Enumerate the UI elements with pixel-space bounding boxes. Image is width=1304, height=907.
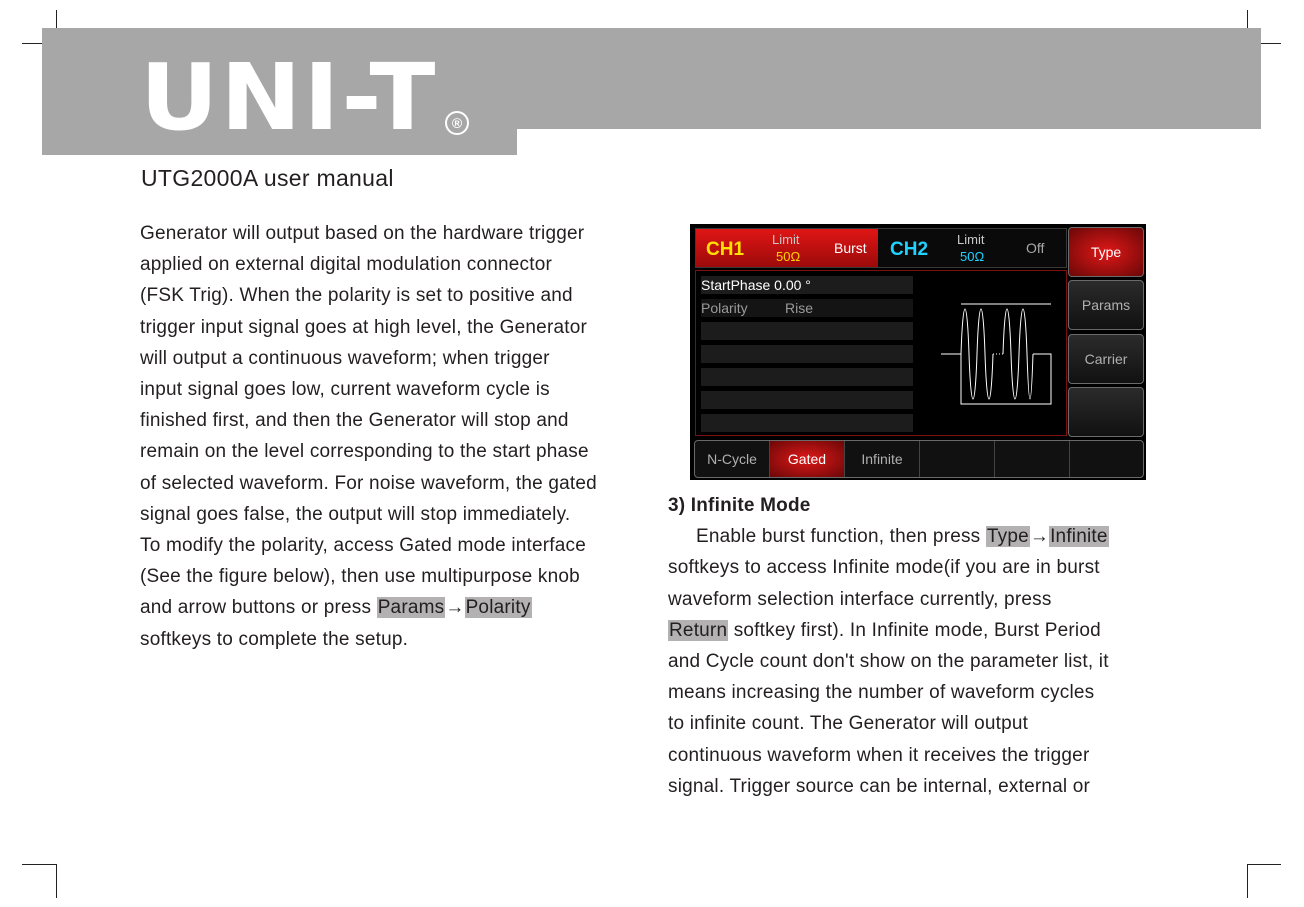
document-title: UTG2000A user manual — [141, 165, 394, 191]
softkey-blank[interactable] — [1068, 387, 1144, 437]
text-line: finished first, and then the Generator will stop and — [140, 410, 569, 432]
text-line: means increasing the number of waveform cycles — [668, 682, 1095, 704]
text-line: continuous waveform when it receives the trigger — [668, 744, 1090, 766]
key-return: Return — [669, 619, 728, 641]
text-line: signal. Trigger source can be internal, external or — [668, 775, 1091, 797]
bottom-key-blank[interactable] — [920, 441, 995, 477]
param-startphase: StartPhase 0.00 ° — [701, 277, 811, 293]
section-heading: 3) Infinite Mode — [668, 495, 811, 516]
param-row-empty — [701, 368, 913, 386]
param-row-empty — [701, 322, 913, 340]
softkey-carrier[interactable]: Carrier — [1068, 334, 1144, 384]
text-fragment: softkey first). In Infinite mode, Burst Period — [728, 619, 1101, 641]
bottom-key-infinite[interactable]: Infinite — [845, 441, 920, 477]
device-screen — [690, 224, 1146, 480]
text-line: softkeys to access Infinite mode(if you are in burst — [668, 557, 1100, 579]
ch2-label[interactable]: CH2 — [890, 239, 929, 260]
param-row-empty — [701, 345, 913, 363]
param-polarity-label: Polarity — [701, 300, 748, 316]
text-line — [668, 521, 1109, 552]
crop-mark — [1247, 864, 1248, 898]
text-line: and Cycle count don't show on the parameter list, it — [668, 651, 1109, 673]
arrow-glyph: → — [1029, 526, 1050, 548]
ch1-impedance: 50Ω — [776, 249, 801, 264]
text-line: (See the figure below), then use multipurpose knob — [140, 566, 580, 588]
softkey-type[interactable]: Type — [1068, 227, 1144, 277]
text-line: trigger input signal goes at high level, the Generator — [140, 316, 588, 338]
param-row-empty — [701, 391, 913, 409]
ch2-impedance: 50Ω — [960, 249, 985, 264]
param-row-empty — [701, 414, 913, 432]
text-line: (FSK Trig). When the polarity is set to positive and — [140, 285, 573, 307]
left-column-text — [140, 218, 597, 655]
key-type: Type — [986, 526, 1029, 548]
crop-mark — [56, 864, 57, 898]
arrow-glyph: → — [445, 597, 465, 619]
channel-bar — [695, 228, 1067, 268]
ch1-label: CH1 — [706, 239, 745, 260]
brand-logo: UNI-T — [140, 44, 438, 151]
text-line: of selected waveform. For noise waveform, the gated — [140, 472, 597, 494]
bottom-key-blank[interactable] — [995, 441, 1070, 477]
waveform-preview — [921, 274, 1065, 432]
text-line — [140, 592, 597, 623]
text-fragment: and arrow buttons or press — [140, 597, 377, 619]
text-line: softkeys to complete the setup. — [140, 628, 409, 650]
text-line: To modify the polarity, access Gated mode interface — [140, 535, 587, 557]
text-line: waveform selection interface currently, press — [668, 588, 1052, 610]
ch1-panel[interactable] — [696, 229, 878, 267]
key-polarity: Polarity — [465, 597, 531, 619]
parameter-panel — [695, 270, 1067, 436]
text-line: input signal goes low, current waveform cycle is — [140, 379, 550, 401]
text-line: applied on external digital modulation connector — [140, 254, 553, 276]
text-line: to infinite count. The Generator will output — [668, 713, 1029, 735]
text-fragment: Enable burst function, then press — [696, 526, 986, 548]
text-line: Generator will output based on the hardware trigger — [140, 223, 585, 244]
param-row-polarity[interactable] — [701, 299, 913, 317]
ch1-limit-label: Limit — [772, 232, 800, 247]
bottom-softkey-bar — [694, 440, 1144, 478]
param-polarity-value: Rise — [785, 300, 814, 316]
key-infinite: Infinite — [1050, 526, 1108, 548]
softkey-params[interactable]: Params — [1068, 280, 1144, 330]
key-params: Params — [377, 597, 445, 619]
ch1-mode: Burst — [834, 240, 867, 256]
text-line: remain on the level corresponding to the start phase — [140, 441, 589, 463]
crop-mark — [1247, 864, 1281, 865]
ch2-state: Off — [1026, 240, 1045, 256]
text-line — [668, 615, 1109, 646]
bottom-key-gated[interactable]: Gated — [770, 441, 845, 477]
right-column-text — [668, 490, 1109, 802]
crop-mark — [22, 864, 56, 865]
bottom-key-blank[interactable] — [1070, 441, 1144, 477]
text-line: will output a continuous waveform; when trigger — [140, 347, 550, 369]
ch2-limit-label: Limit — [957, 232, 985, 247]
registered-mark: ® — [445, 111, 469, 135]
burst-waveform-graphic — [921, 274, 1065, 432]
bottom-key-ncycle[interactable]: N-Cycle — [695, 441, 770, 477]
param-row-startphase[interactable] — [701, 276, 913, 294]
text-line: signal goes false, the output will stop immediately. — [140, 503, 571, 525]
